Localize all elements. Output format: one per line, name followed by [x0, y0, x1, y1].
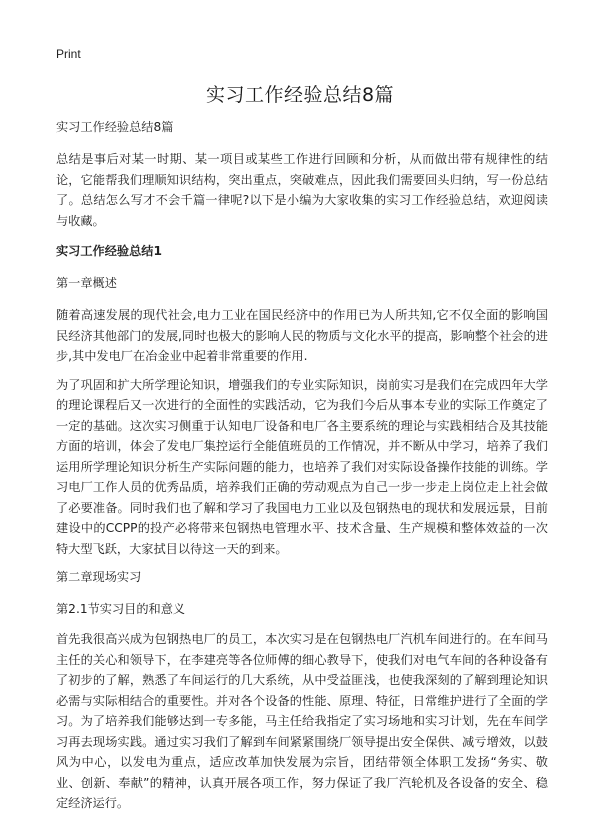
chapter1-paragraph-1: 随着高速发展的现代社会,电力工业在国民经济中的作用已为人所共知,它不仅全面的影响国民经济其他部门的发展,同时也极大的影响人民的物质与文化水平的提高，影响整个社会的进步,其中发电厂在冶金业中起着非常重要的作用. [56, 308, 548, 363]
section-heading-2-1: 第2.1节实习目的和意义 [56, 602, 186, 616]
section21-paragraph: 首先我很高兴成为包钢热电厂的员工，本次实习是在包钢热电厂汽机车间进行的。在车间马主任的关心和领导下，在李建亮等各位师傅的细心教导下，使我们对电气车间的各种设备有了初步的了解，熟悉了车间运行的几大系统，从中受益匪浅，也使我深刻的了解到理论知识必需与实际相结合的重要性。并对各个设备的性能、原理、特征，日常维护进行了全面的学习。为了培养我们能够达到一专多能，马主任给我指定了实习场地和实习计划，先在车间学习再去现场实践。通过实习我们了解到车间紧紧围绕厂领导提出安全保供、减亏增效，以鼓风为中心，以发电为重点，适应改革加快发展为宗旨，团结带领全体职工发扬“务实、敬业、创新、奉献”的精神，认真开展各项工作，努力保证了我厂汽轮机及各设备的安全、稳定经济运行。 [56, 632, 548, 810]
chapter1-paragraph-2: 为了巩固和扩大所学理论知识，增强我们的专业实际知识，岗前实习是我们在完成四年大学的理论课程后又一次进行的全面性的实践活动，它为我们今后从事本专业的实际工作奠定了一定的基础。这次实习侧重于认知电厂设备和电厂各主要系统的理论与实践相结合及其技能方面的培训，体会了发电厂集控运行全能值班员的工作情况，并不断从中学习，培养了我们运用所学理论知识分析生产实际问题的能力，也培养了我们对实际设备操作技能的训练。学习电厂工作人员的优秀品质，培养我们正确的劳动观点为自己一步一步走上岗位走上社会做了必要准备。同时我们也了解和学习了我国电力工业以及包钢热电的现状和发展远景，目前建设中的CCPP的投产必将带来包钢热电管理水平、技术含量、生产规模和整体效益的一次特大型飞跃，大家拭目以待这一天的到来。 [56, 377, 548, 556]
page-title: 实习工作经验总结8篇 [205, 84, 395, 106]
print-link[interactable]: Print [56, 47, 81, 61]
chapter-heading-1: 第一章概述 [56, 276, 117, 290]
article-body [56, 117, 548, 822]
intro-paragraph: 总结是事后对某一时期、某一项目或某些工作进行回顾和分析，从而做出带有规律性的结论，它能帮我们理顺知识结构，突出重点，突破难点，因此我们需要回头归纳，写一份总结了。总结怎么写才不会千篇一律呢?以下是小编为大家收集的实习工作经验总结，欢迎阅读与收藏。 [56, 152, 548, 228]
article-subtitle: 实习工作经验总结8篇 [56, 120, 174, 134]
chapter-heading-2: 第二章现场实习 [56, 570, 142, 584]
section-heading-1: 实习工作经验总结1 [56, 244, 162, 258]
